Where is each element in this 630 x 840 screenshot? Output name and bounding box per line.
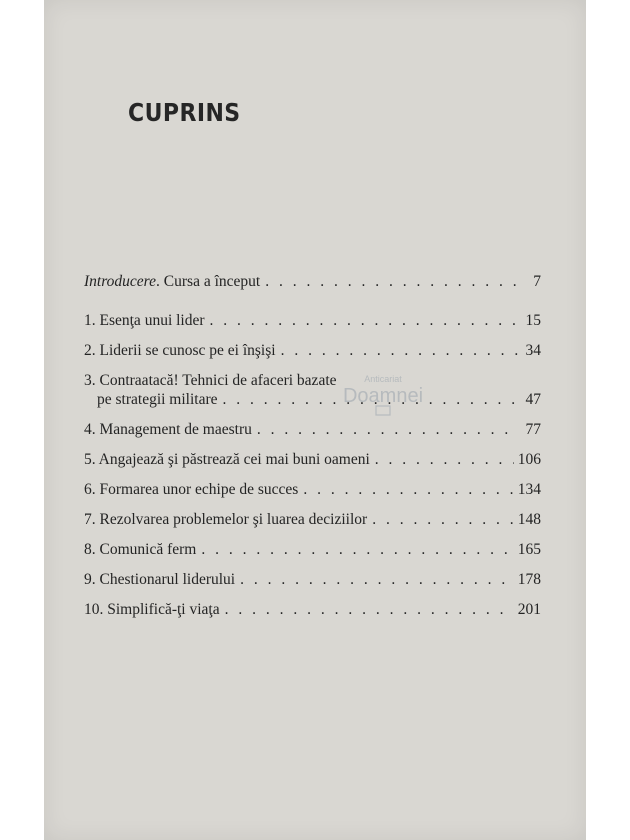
toc-dot-leader xyxy=(265,272,519,291)
toc-dot-leader xyxy=(223,390,519,409)
toc-entry-chapter-3 xyxy=(84,371,541,409)
toc-entry-chapter-1 xyxy=(84,311,541,330)
toc-page-number: 134 xyxy=(517,481,541,498)
toc-entry-label: 8. Comunică ferm xyxy=(84,541,197,558)
toc-entry-chapter-8 xyxy=(84,540,541,559)
toc-dot-leader xyxy=(201,540,513,559)
toc-dot-leader xyxy=(375,450,514,469)
toc-dot-leader xyxy=(303,480,513,499)
toc-entry-label xyxy=(84,272,260,291)
toc-entry-label: 7. Rezolvarea problemelor şi luarea deciziilor xyxy=(84,511,368,528)
toc-page-number: 34 xyxy=(525,342,541,359)
toc-page-number: 47 xyxy=(525,391,541,408)
toc-page-number: 106 xyxy=(517,451,541,468)
toc-page-number: 77 xyxy=(525,421,541,438)
toc-dot-leader xyxy=(225,600,514,619)
toc-entry-label-italic: Introducere xyxy=(84,273,157,290)
toc-entry-label-line-1: 3. Contraatacă! Tehnici de afaceri bazate xyxy=(84,372,337,389)
toc-dot-leader xyxy=(281,341,519,360)
toc-entry-label: 4. Management de maestru xyxy=(84,421,252,438)
toc-entry-label: 2. Liderii se cunosc pe ei înşişi xyxy=(84,342,276,359)
toc-entry-label: 9. Chestionarul liderului xyxy=(84,571,236,588)
toc-entry-label: 1. Esenţa unui lider xyxy=(84,312,205,329)
toc-entry-chapter-5 xyxy=(84,450,541,469)
toc-dot-leader xyxy=(240,570,514,589)
toc-dot-leader xyxy=(372,510,514,529)
watermark-text: Doamnei xyxy=(342,385,424,407)
table-of-contents xyxy=(84,272,541,630)
toc-entry-label: 10. Simplifică-ţi viaţa xyxy=(84,601,220,618)
toc-page-number: 178 xyxy=(517,571,541,588)
toc-entry-chapter-2 xyxy=(84,341,541,360)
toc-page-number: 7 xyxy=(533,273,541,290)
toc-entry-chapter-4 xyxy=(84,420,541,439)
toc-entry-chapter-10 xyxy=(84,600,541,619)
toc-page-number: 15 xyxy=(525,312,541,329)
toc-entry-chapter-9 xyxy=(84,570,541,589)
toc-dot-leader xyxy=(257,420,519,439)
toc-page-number: 165 xyxy=(517,541,541,558)
toc-entry-label: 6. Formarea unor echipe de succes xyxy=(84,481,299,498)
watermark-small-text: Anticariat xyxy=(364,374,402,384)
toc-entry-introducere xyxy=(84,272,541,291)
toc-entry-chapter-6 xyxy=(84,480,541,499)
toc-dot-leader xyxy=(210,311,519,330)
toc-page-number: 148 xyxy=(517,511,541,528)
toc-entry-chapter-7 xyxy=(84,510,541,529)
page-title: CUPRINS xyxy=(128,98,241,127)
book-page xyxy=(44,0,586,840)
toc-entry-label-line-2: pe strategii militare xyxy=(97,391,218,408)
toc-entry-label-rest: . Cursa a început xyxy=(156,273,261,290)
toc-entry-label: 5. Angajează şi păstrează cei mai buni oameni xyxy=(84,451,370,468)
toc-page-number: 201 xyxy=(517,601,541,618)
